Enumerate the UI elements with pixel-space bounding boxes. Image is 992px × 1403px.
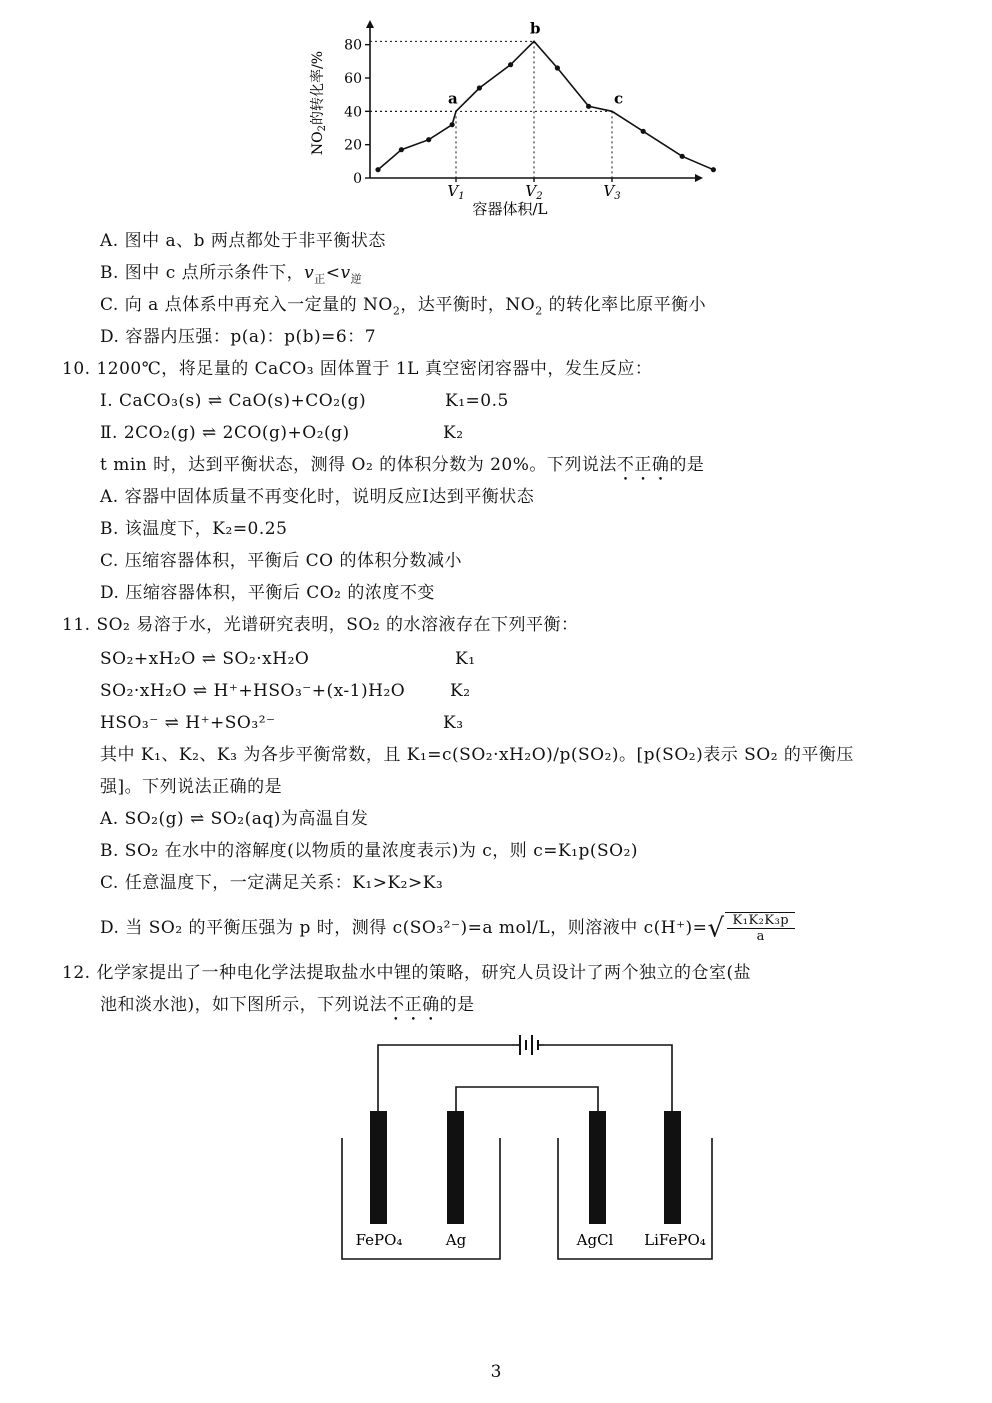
q11-note-1: 其中 K₁、K₂、K₃ 为各步平衡常数，且 K₁=c(SO₂·xH₂O)/p(SO₂)。[p(SO₂)表示 SO₂ 的平衡压 — [100, 745, 854, 765]
q10-option-d: D. 压缩容器体积，平衡后 CO₂ 的浓度不变 — [100, 583, 435, 603]
label-ag: Ag — [445, 1231, 467, 1249]
q11-k3: K₃ — [443, 713, 464, 733]
q10-stem: 10. 1200℃，将足量的 CaCO₃ 固体置于 1L 真空密闭容器中，发生反应： — [62, 359, 653, 379]
data-point — [586, 104, 591, 109]
data-point — [450, 122, 455, 127]
sqrt-sign: √ — [707, 913, 725, 944]
q9-option-d: D. 容器内压强：p(a)：p(b)=6：7 — [100, 327, 377, 347]
data-points — [375, 19, 716, 172]
wire-right — [544, 1045, 672, 1120]
q12-emphasis: 不正确 — [387, 995, 440, 1015]
page-number: 3 — [490, 1362, 502, 1382]
y-axis-label: $NO_2$的转化率/% — [310, 50, 328, 156]
q11-k1: K₁ — [455, 649, 476, 669]
fraction-denominator: a — [756, 929, 765, 944]
x-tick-label: $V_2$ — [525, 182, 543, 202]
v-reverse: v — [340, 263, 351, 283]
q11-eq-3: HSO₃⁻ ⇌ H⁺+SO₃²⁻ — [100, 713, 276, 733]
less-than: < — [325, 263, 341, 283]
forward-sub: 正 — [314, 272, 326, 286]
q11-eq-1: SO₂+xH₂O ⇌ SO₂·xH₂O — [100, 649, 310, 669]
electrochemical-cell-diagram — [330, 1025, 730, 1270]
y-tick-label: 0 — [353, 171, 362, 187]
q10-option-a: A. 容器中固体质量不再变化时，说明反应Ⅰ达到平衡状态 — [100, 487, 535, 507]
q11-option-c: C. 任意温度下，一定满足关系：K₁>K₂>K₃ — [100, 873, 444, 893]
v-forward: v — [304, 263, 315, 283]
data-point — [555, 65, 560, 70]
q9-option-b — [100, 262, 362, 284]
q10-condition — [100, 454, 704, 485]
label-lifepo4: LiFePO₄ — [644, 1231, 706, 1249]
wire-inner — [456, 1087, 598, 1120]
y-tick-label: 20 — [344, 137, 362, 154]
q10-reaction-2: Ⅱ. 2CO₂(g) ⇌ 2CO(g)+O₂(g) — [100, 423, 350, 443]
q9-c-part1: C. 向 a 点体系中再充入一定量的 NO — [100, 295, 393, 315]
q10-emphasis: 不正确 — [616, 455, 670, 475]
q10-k1: K₁=0.5 — [445, 391, 509, 411]
electrode-lifepo4 — [664, 1111, 681, 1224]
data-point — [477, 85, 482, 90]
conversion-curve — [378, 41, 713, 169]
point-label-c: c — [614, 89, 624, 108]
q10-reaction-1: Ⅰ. CaCO₃(s) ⇌ CaO(s)+CO₂(g) — [100, 391, 367, 411]
data-point — [641, 129, 646, 134]
q11-d-text: D. 当 SO₂ 的平衡压强为 p 时，测得 c(SO₃²⁻)=a mol/L，则溶液中 c(H⁺)= — [100, 918, 708, 938]
label-fepo4: FePO₄ — [355, 1231, 403, 1249]
q10-option-b: B. 该温度下，K₂=0.25 — [100, 519, 288, 539]
data-point — [426, 137, 431, 142]
q11-option-a: A. SO₂(g) ⇌ SO₂(aq)为高温自发 — [100, 809, 369, 829]
point-label-a: a — [448, 89, 458, 108]
q9-c-part3: 的转化率比原平衡小 — [542, 295, 707, 315]
q10-k2: K₂ — [443, 423, 464, 443]
q10-cond-end: 的是 — [669, 455, 705, 475]
y-tick-group — [344, 38, 370, 187]
data-point — [680, 154, 685, 159]
electrode-fepo4 — [370, 1111, 387, 1224]
data-point — [711, 167, 716, 172]
q11-stem: 11. SO₂ 易溶于水，光谱研究表明，SO₂ 的水溶液存在下列平衡： — [62, 615, 579, 635]
x-axis-label: 容器体积/L — [472, 200, 548, 218]
sqrt-fraction — [727, 913, 796, 944]
q9-option-c — [100, 294, 706, 316]
q12-stem-text: 池和淡水池)，如下图所示，下列说法 — [100, 995, 388, 1015]
data-point — [375, 167, 380, 172]
q11-k2: K₂ — [450, 681, 471, 701]
no2-conversion-chart — [300, 8, 720, 223]
data-point — [399, 147, 404, 152]
reverse-sub: 逆 — [350, 272, 363, 286]
wire-left — [378, 1045, 512, 1120]
q12-stem-end: 的是 — [439, 995, 475, 1015]
y-tick-label: 60 — [344, 71, 362, 87]
q9-option-a: A. 图中 a、b 两点都处于非平衡状态 — [100, 231, 386, 251]
battery-icon — [512, 1035, 544, 1055]
q11-option-d — [100, 912, 795, 944]
x-tick-label: $V_3$ — [603, 182, 621, 202]
y-axis-arrow — [366, 20, 374, 28]
q9-c-sub1: 2 — [392, 304, 401, 318]
guide-lines — [370, 41, 612, 178]
q12-stem-2 — [100, 994, 475, 1025]
point-label-b: b — [530, 19, 541, 38]
x-tick-group — [447, 178, 620, 202]
q12-stem-1: 12. 化学家提出了一种电化学法提取盐水中锂的策略，研究人员设计了两个独立的仓室(盐 — [62, 963, 752, 983]
q10-cond-text: t min 时，达到平衡状态，测得 O₂ 的体积分数为 20%。下列说法 — [100, 455, 617, 475]
q9-c-sub2: 2 — [535, 304, 543, 318]
q9-c-part2: ，达平衡时，NO — [400, 295, 536, 315]
fraction-numerator: K₁K₂K₃p — [727, 913, 796, 929]
x-axis-arrow — [695, 174, 703, 182]
label-agcl: AgCl — [576, 1231, 614, 1249]
data-point — [508, 62, 513, 67]
q11-eq-2: SO₂·xH₂O ⇌ H⁺+HSO₃⁻+(x-1)H₂O — [100, 681, 406, 701]
q11-option-b: B. SO₂ 在水中的溶解度(以物质的量浓度表示)为 c，则 c=K₁p(SO₂) — [100, 841, 639, 861]
y-tick-label: 40 — [344, 104, 362, 121]
y-tick-label: 80 — [344, 37, 362, 54]
electrode-agcl — [589, 1111, 606, 1224]
sqrt-radicand — [725, 912, 796, 944]
x-tick-label: $V_1$ — [447, 182, 465, 202]
electrode-ag — [447, 1111, 464, 1224]
q10-option-c: C. 压缩容器体积，平衡后 CO 的体积分数减小 — [100, 551, 462, 571]
q9-option-b-text: B. 图中 c 点所示条件下， — [100, 263, 305, 283]
q11-note-2: 强]。下列说法正确的是 — [100, 777, 283, 797]
